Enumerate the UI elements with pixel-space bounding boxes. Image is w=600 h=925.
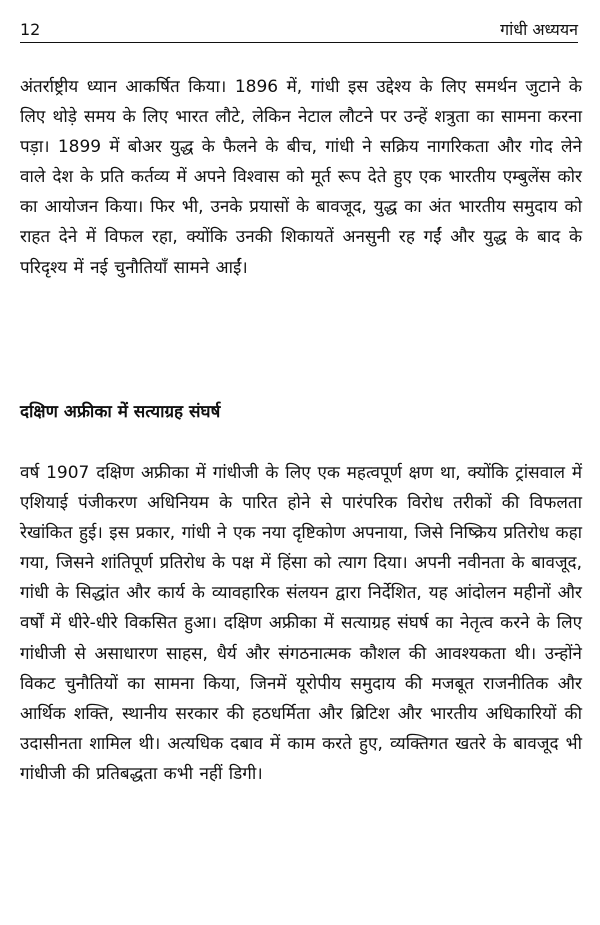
section-heading: दक्षिण अफ्रीका में सत्याग्रह संघर्ष bbox=[20, 402, 221, 422]
running-title: गांधी अध्ययन bbox=[500, 20, 578, 39]
header-rule bbox=[20, 42, 578, 43]
running-header bbox=[20, 8, 578, 40]
paragraph-2: वर्ष 1907 दक्षिण अफ्रीका में गांधीजी के लिए एक महत्वपूर्ण क्षण था, क्योंकि ट्रांसवाल में एशियाई पंजीकरण अधिनियम के पारित होने से पारंपरिक विरोध तरीकों की विफलता रेखांकित हुई। इस प्रकार, गांधी ने एक नया दृष्टिकोण अपनाया, जिसे निष्क्रिय प्रतिरोध कहा गया, जिसने शांतिपूर्ण प्रतिरोध के पक्ष में हिंसा को त्याग दिया। अपनी नवीनता के बावजूद, गांधी के सिद्धांत और कार्य के व्यावहारिक संलयन द्वारा निर्देशित, यह आंदोलन महीनों और वर्षों में धीरे-धीरे विकसित हुआ। दक्षिण अफ्रीका में सत्याग्रह संघर्ष का नेतृत्व करने के लिए गांधीजी से असाधारण साहस, धैर्य और संगठनात्मक कौशल की आवश्यकता थी। उन्होंने विकट चुनौतियों का सामना किया, जिनमें यूरोपीय समुदाय की मजबूत राजनीतिक और आर्थिक शक्ति, स्थानीय सरकार की हठधर्मिता और ब्रिटिश और भारतीय अधिकारियों की उदासीनता शामिल थी। अत्यधिक दबाव में काम करते हुए, व्यक्तिगत खतरे के बावजूद भी गांधीजी की प्रतिबद्धता कभी नहीं डिगी। bbox=[20, 463, 582, 784]
paragraph-1: अंतर्राष्ट्रीय ध्यान आकर्षित किया। 1896 में, गांधी इस उद्देश्य के लिए समर्थन जुटाने के लिए थोड़े समय के लिए भारत लौटे, लेकिन नेटाल लौटने पर उन्हें शत्रुता का सामना करना पड़ा। 1899 में बोअर युद्ध के फैलने के बीच, गांधी ने सक्रिय नागरिकता और गोद लेने वाले देश के प्रति कर्तव्य में अपने विश्वास को मूर्त रूप देते हुए एक भारतीय एम्बुलेंस कोर का आयोजन किया। फिर भी, उनके प्रयासों के बावजूद, युद्ध का अंत भारतीय समुदाय को राहत देने में विफल रहा, क्योंकि उनकी शिकायतें अनसुनी रह गईं और युद्ध के बाद के परिदृश्य में नई चुनौतियाँ सामने आईं। bbox=[20, 77, 582, 278]
page-number: 12 bbox=[20, 20, 41, 39]
